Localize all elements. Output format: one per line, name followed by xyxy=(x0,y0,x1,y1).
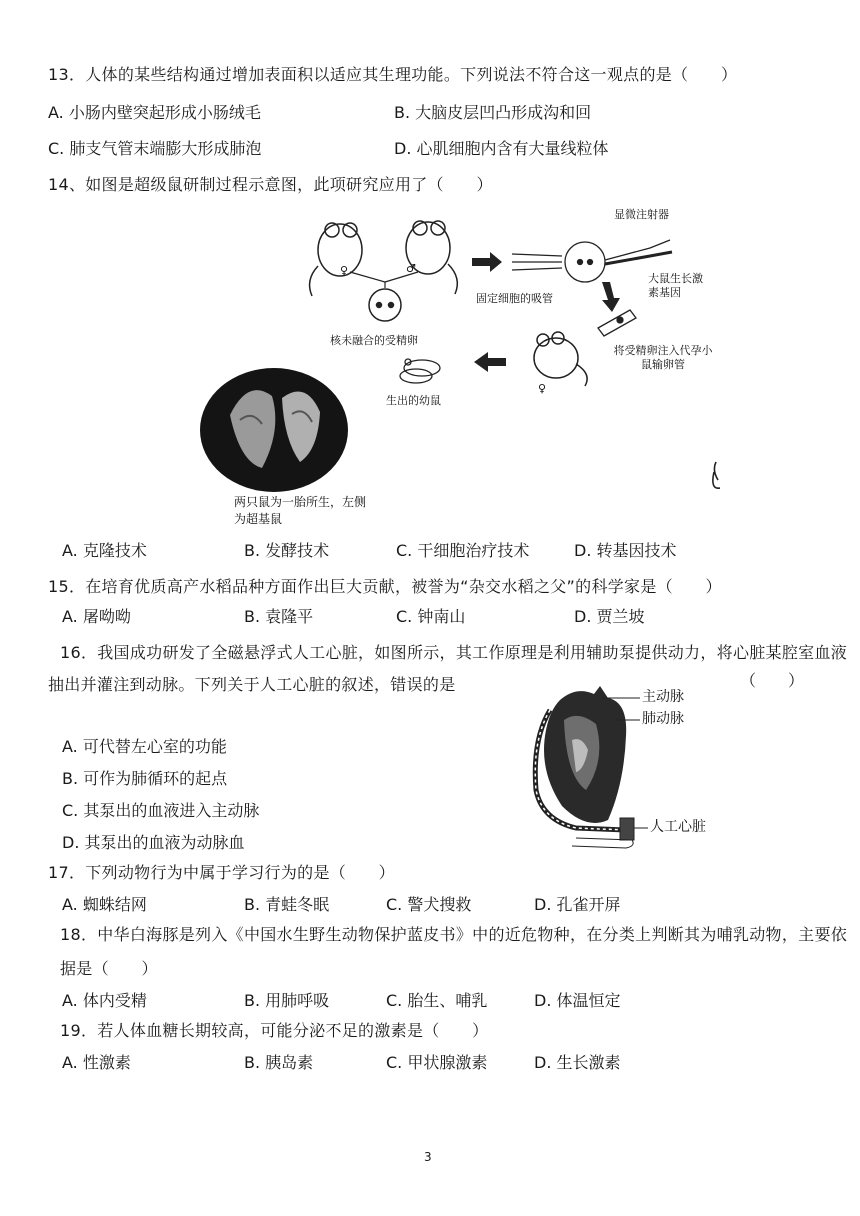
q18-stem-line1: 18．中华白海豚是列入《中国水生野生动物保护蓝皮书》中的近危物种，在分类上判断其为哺乳动物，主要依 xyxy=(60,925,848,944)
surrogate-mouse-icon xyxy=(534,332,587,386)
q15-option-d: D. 贾兰坡 xyxy=(574,607,645,626)
q19-option-c: C. 甲状腺激素 xyxy=(386,1053,488,1072)
supermouse-diagram xyxy=(200,200,720,530)
q16-answer-bracket: （ ） xyxy=(740,671,805,690)
female-symbol-surrogate: ♀ xyxy=(538,382,547,395)
q16-option-c: C. 其泵出的血液进入主动脉 xyxy=(62,801,260,820)
arrow-down-icon xyxy=(602,282,620,312)
label-inject: 将受精卵注入代孕小鼠输卵管 xyxy=(613,344,713,371)
q18-option-a: A. 体内受精 xyxy=(62,991,147,1010)
q16-option-a: A. 可代替左心室的功能 xyxy=(62,737,227,756)
q16-option-b: B. 可作为肺循环的起点 xyxy=(62,769,228,788)
q19-option-a: A. 性激素 xyxy=(62,1053,131,1072)
label-photo: 两只鼠为一胎所生，左侧为超基鼠 xyxy=(234,495,367,526)
q13-option-d: D. 心肌细胞内含有大量线粒体 xyxy=(394,139,609,158)
arrow-left-icon xyxy=(474,352,506,372)
q18-option-d: D. 体温恒定 xyxy=(534,991,621,1010)
q13-option-c: C. 肺支气管末端膨大形成肺泡 xyxy=(48,139,262,158)
female-symbol: ♀ xyxy=(340,264,349,277)
q13-option-b: B. 大脑皮层凹凸形成沟和回 xyxy=(394,103,592,122)
q17-option-a: A. 蜘蛛结网 xyxy=(62,895,147,914)
male-mouse-icon xyxy=(406,221,457,294)
label-pups: 生出的幼鼠 xyxy=(386,394,441,407)
q13-option-a: A. 小肠内壁突起形成小肠绒毛 xyxy=(48,103,261,122)
q15-option-b: B. 袁隆平 xyxy=(244,607,314,626)
label-artificial-heart: 人工心脏 xyxy=(650,819,706,835)
label-pipette: 固定细胞的吸管 xyxy=(476,292,553,305)
needle-icon xyxy=(598,310,636,336)
page-number: 3 xyxy=(424,1150,432,1164)
heart-icon xyxy=(544,686,626,823)
q17-stem: 17．下列动物行为中属于学习行为的是（ ） xyxy=(48,863,395,882)
q14-option-c: C. 干细胞治疗技术 xyxy=(396,541,530,560)
artificial-heart-svg xyxy=(516,680,766,850)
q19-option-d: D. 生长激素 xyxy=(534,1053,621,1072)
handwritten-mark xyxy=(713,462,720,488)
q13-stem: 13．人体的某些结构通过增加表面积以适应其生理功能。下列说法不符合这一观点的是（ ） xyxy=(48,65,738,84)
q16-stem-line2: 抽出并灌注到动脉。下列关于人工心脏的叙述，错误的是 xyxy=(48,675,456,694)
q18-option-b: B. 用肺呼吸 xyxy=(244,991,330,1010)
q17-option-c: C. 警犬搜救 xyxy=(386,895,472,914)
male-symbol: ♂ xyxy=(406,262,416,275)
q15-option-a: A. 屠呦呦 xyxy=(62,607,131,626)
q15-stem: 15．在培育优质高产水稻品种方面作出巨大贡献，被誉为“杂交水稻之父”的科学家是（ ） xyxy=(48,577,722,596)
q16-stem-line1: 16．我国成功研发了全磁悬浮式人工心脏，如图所示，其工作原理是利用辅助泵提供动力，将心脏某腔室血液 xyxy=(60,643,848,662)
q15-option-c: C. 钟南山 xyxy=(396,607,466,626)
label-injector: 显微注射器 xyxy=(614,208,669,221)
arrow-right-icon xyxy=(472,252,502,272)
artificial-heart-figure xyxy=(516,680,766,850)
q19-stem: 19．若人体血糖长期较高，可能分泌不足的激素是（ ） xyxy=(60,1021,489,1040)
q14-option-d: D. 转基因技术 xyxy=(574,541,677,560)
label-aorta: 主动脉 xyxy=(642,689,684,705)
photo-two-mice xyxy=(200,368,348,492)
q18-stem-line2: 据是（ ） xyxy=(60,959,158,978)
q14-option-a: A. 克隆技术 xyxy=(62,541,147,560)
label-pulmonary-artery: 肺动脉 xyxy=(642,711,684,727)
q16-option-d: D. 其泵出的血液为动脉血 xyxy=(62,833,245,852)
q14-stem: 14、如图是超级鼠研制过程示意图，此项研究应用了（ ） xyxy=(48,175,493,194)
label-zygote: 核未融合的受精卵 xyxy=(330,334,418,347)
female-mouse-icon xyxy=(310,223,362,296)
q18-option-c: C. 胎生、哺乳 xyxy=(386,991,488,1010)
q19-option-b: B. 胰岛素 xyxy=(244,1053,314,1072)
q17-option-b: B. 青蛙冬眠 xyxy=(244,895,330,914)
label-gene: 大鼠生长激素基因 xyxy=(648,272,703,299)
q17-option-d: D. 孔雀开屏 xyxy=(534,895,621,914)
pups-icon xyxy=(400,359,440,383)
q14-option-b: B. 发酵技术 xyxy=(244,541,330,560)
zygote-icon xyxy=(369,289,401,321)
